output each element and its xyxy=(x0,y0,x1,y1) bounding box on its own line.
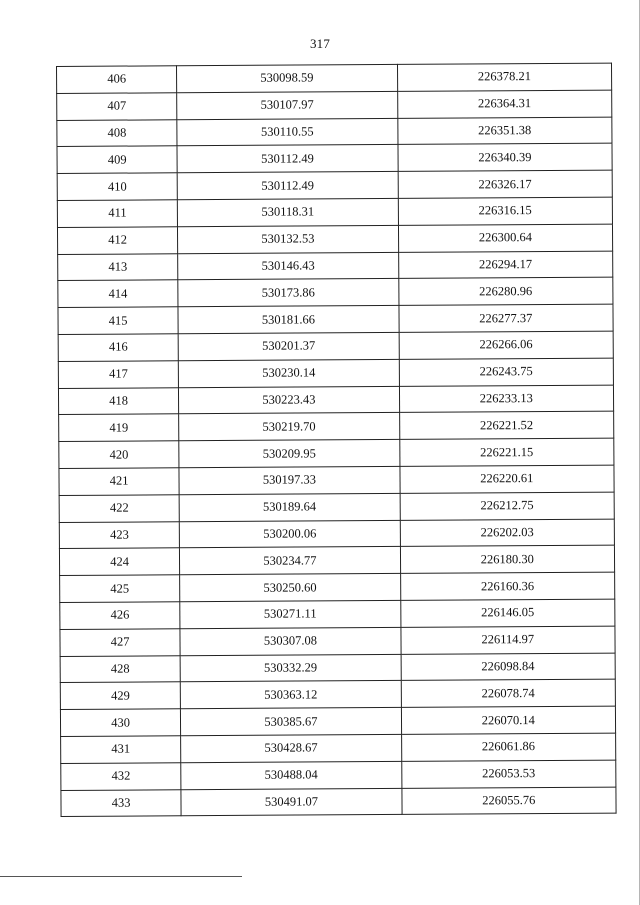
coordinate-table-body xyxy=(57,63,617,817)
x-coordinate-cell: 530173.86 xyxy=(178,279,399,307)
x-coordinate-cell: 530219.70 xyxy=(179,413,400,441)
table-row xyxy=(61,787,616,817)
y-coordinate-cell: 226221.52 xyxy=(399,411,614,439)
y-coordinate-cell: 226078.74 xyxy=(401,679,616,707)
point-number-cell: 431 xyxy=(61,736,181,764)
point-number-cell: 420 xyxy=(59,441,179,469)
page-number: 317 xyxy=(309,36,331,51)
point-number-cell: 421 xyxy=(59,468,179,496)
table-row xyxy=(60,706,615,736)
y-coordinate-cell: 226221.15 xyxy=(399,438,614,466)
x-coordinate-cell: 530428.67 xyxy=(181,734,402,762)
y-coordinate-cell: 226233.13 xyxy=(399,385,614,413)
x-coordinate-cell: 530230.14 xyxy=(179,359,400,387)
point-number-cell: 409 xyxy=(57,146,177,174)
y-coordinate-cell: 226055.76 xyxy=(402,787,617,815)
x-coordinate-cell: 530112.49 xyxy=(177,145,398,173)
x-coordinate-cell: 530197.33 xyxy=(179,466,400,494)
y-coordinate-cell: 226220.61 xyxy=(400,465,615,493)
x-coordinate-cell: 530189.64 xyxy=(179,493,400,521)
point-number-cell: 410 xyxy=(57,173,177,201)
x-coordinate-cell: 530385.67 xyxy=(181,708,402,736)
point-number-cell: 433 xyxy=(61,789,181,817)
y-coordinate-cell: 226098.84 xyxy=(401,653,616,681)
table-row xyxy=(59,438,614,468)
y-coordinate-cell: 226070.14 xyxy=(401,706,616,734)
table-row xyxy=(57,90,612,120)
table-row xyxy=(57,170,612,200)
table-row xyxy=(60,572,615,602)
y-coordinate-cell: 226266.06 xyxy=(399,331,614,359)
point-number-cell: 417 xyxy=(58,361,178,389)
point-number-cell: 427 xyxy=(60,628,180,656)
x-coordinate-cell: 530110.55 xyxy=(177,118,398,146)
table-row xyxy=(60,653,615,683)
table-row xyxy=(59,411,614,441)
table-row xyxy=(57,197,612,227)
x-coordinate-cell: 530363.12 xyxy=(180,681,401,709)
table-row xyxy=(57,63,612,93)
table-row xyxy=(57,117,612,147)
point-number-cell: 411 xyxy=(57,200,177,228)
table-row xyxy=(59,492,614,522)
x-coordinate-cell: 530250.60 xyxy=(180,574,401,602)
y-coordinate-cell: 226351.38 xyxy=(397,117,612,145)
table-row xyxy=(58,331,613,361)
x-coordinate-cell: 530200.06 xyxy=(179,520,400,548)
y-coordinate-cell: 226114.97 xyxy=(401,626,616,654)
point-number-cell: 418 xyxy=(58,387,178,415)
point-number-cell: 413 xyxy=(58,253,178,281)
y-coordinate-cell: 226053.53 xyxy=(401,760,616,788)
y-coordinate-cell: 226340.39 xyxy=(398,143,613,171)
x-coordinate-cell: 530132.53 xyxy=(178,225,399,253)
table-row xyxy=(57,224,612,254)
y-coordinate-cell: 226280.96 xyxy=(398,277,613,305)
y-coordinate-cell: 226326.17 xyxy=(398,170,613,198)
x-coordinate-cell: 530209.95 xyxy=(179,440,400,468)
point-number-cell: 423 xyxy=(59,521,179,549)
x-coordinate-cell: 530332.29 xyxy=(180,654,401,682)
table-row xyxy=(58,251,613,281)
point-number-cell: 428 xyxy=(60,655,180,683)
y-coordinate-cell: 226202.03 xyxy=(400,519,615,547)
y-coordinate-cell: 226243.75 xyxy=(399,358,614,386)
point-number-cell: 425 xyxy=(60,575,180,603)
point-number-cell: 430 xyxy=(60,709,180,737)
y-coordinate-cell: 226316.15 xyxy=(398,197,613,225)
table-row xyxy=(60,626,615,656)
point-number-cell: 408 xyxy=(57,119,177,147)
point-number-cell: 424 xyxy=(59,548,179,576)
table-row xyxy=(61,760,616,790)
table-row xyxy=(59,465,614,495)
coordinate-table xyxy=(56,63,617,818)
point-number-cell: 419 xyxy=(59,414,179,442)
x-coordinate-cell: 530107.97 xyxy=(177,91,398,119)
y-coordinate-cell: 226212.75 xyxy=(400,492,615,520)
y-coordinate-cell: 226277.37 xyxy=(399,304,614,332)
x-coordinate-cell: 530223.43 xyxy=(179,386,400,414)
x-coordinate-cell: 530112.49 xyxy=(177,172,398,200)
table-row xyxy=(59,545,614,575)
x-coordinate-cell: 530098.59 xyxy=(177,64,398,92)
table-row xyxy=(59,519,614,549)
table-row xyxy=(60,679,615,709)
y-coordinate-cell: 226061.86 xyxy=(401,733,616,761)
point-number-cell: 416 xyxy=(58,334,178,362)
table-row xyxy=(58,277,613,307)
y-coordinate-cell: 226300.64 xyxy=(398,224,613,252)
point-number-cell: 412 xyxy=(57,227,177,255)
table-row xyxy=(61,733,616,763)
y-coordinate-cell: 226294.17 xyxy=(398,251,613,279)
x-coordinate-cell: 530146.43 xyxy=(178,252,399,280)
x-coordinate-cell: 530307.08 xyxy=(180,627,401,655)
footer-rule xyxy=(0,876,242,877)
y-coordinate-cell: 226180.30 xyxy=(400,545,615,573)
x-coordinate-cell: 530491.07 xyxy=(181,788,402,816)
point-number-cell: 414 xyxy=(58,280,178,308)
point-number-cell: 432 xyxy=(61,762,181,790)
x-coordinate-cell: 530234.77 xyxy=(180,547,401,575)
table-row xyxy=(58,304,613,334)
table-row xyxy=(58,358,613,388)
point-number-cell: 407 xyxy=(57,93,177,121)
x-coordinate-cell: 530181.66 xyxy=(178,306,399,334)
table-row xyxy=(60,599,615,629)
point-number-cell: 426 xyxy=(60,602,180,630)
table-row xyxy=(57,143,612,173)
point-number-cell: 429 xyxy=(60,682,180,710)
point-number-cell: 406 xyxy=(57,66,177,94)
point-number-cell: 422 xyxy=(59,495,179,523)
point-number-cell: 415 xyxy=(58,307,178,335)
y-coordinate-cell: 226146.05 xyxy=(400,599,615,627)
y-coordinate-cell: 226160.36 xyxy=(400,572,615,600)
x-coordinate-cell: 530271.11 xyxy=(180,600,401,628)
table-row xyxy=(58,385,613,415)
y-coordinate-cell: 226364.31 xyxy=(397,90,612,118)
x-coordinate-cell: 530201.37 xyxy=(178,332,399,360)
x-coordinate-cell: 530118.31 xyxy=(178,198,399,226)
x-coordinate-cell: 530488.04 xyxy=(181,761,402,789)
y-coordinate-cell: 226378.21 xyxy=(397,63,612,91)
